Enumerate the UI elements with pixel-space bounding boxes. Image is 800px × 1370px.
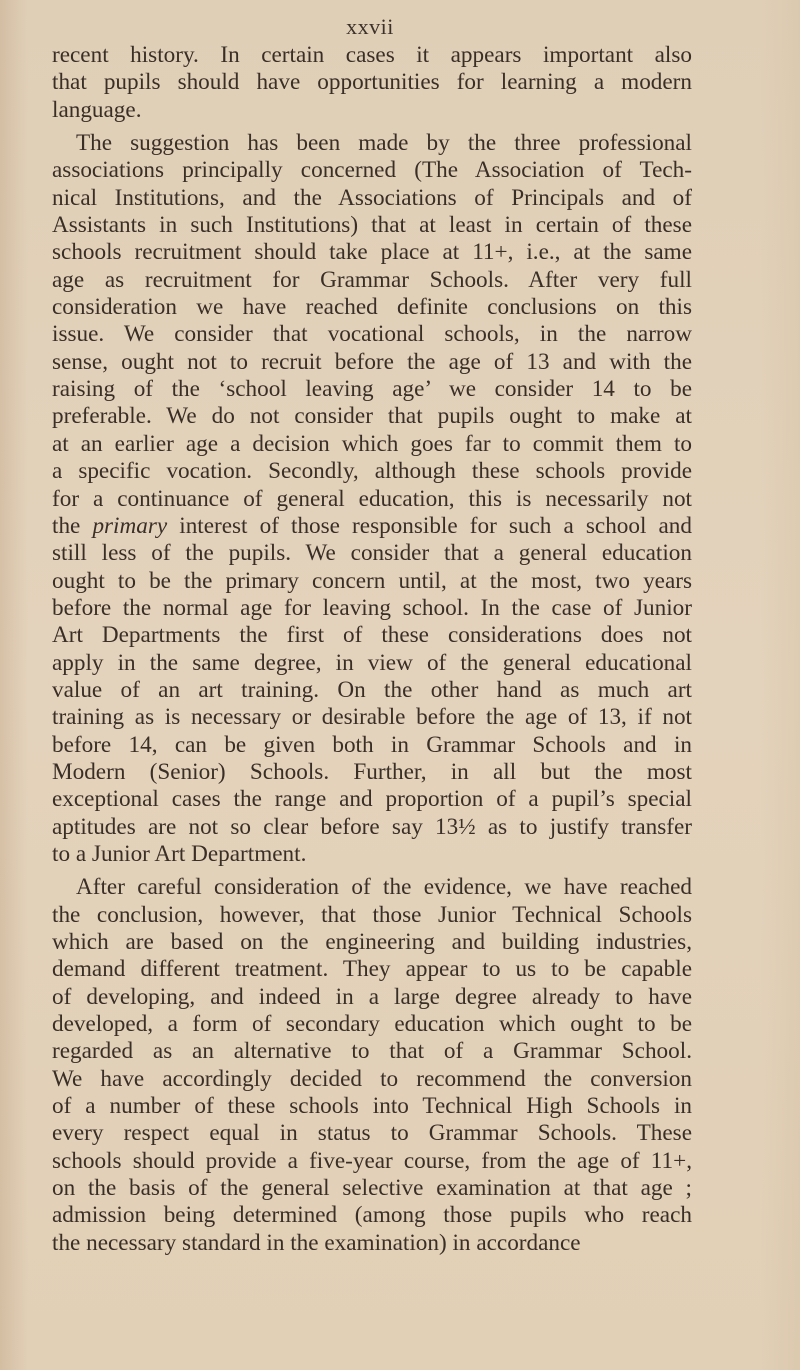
text-line: a specific vocation. Secondly, although these schools provide (52, 458, 692, 485)
text-line: raising of the ‘school leaving age’ we consider 14 to be (52, 376, 692, 403)
paragraph-technical-high-schools (52, 874, 692, 1257)
text-line: on the basis of the general selective examination at that age ; (52, 1175, 692, 1202)
text-line: aptitudes are not so clear before say 13½ as to justify transfer (52, 813, 692, 840)
text-line: the necessary standard in the examination) in accordance (52, 1229, 581, 1256)
text-line: of developing, and indeed in a large degree already to have (52, 983, 692, 1010)
text-line: Assistants in such Institutions) that at least in certain of these (52, 212, 692, 239)
text-line: still less of the pupils. We consider that a general education (52, 540, 692, 567)
text-line: exceptional cases the range and proportion of a pupil’s special (52, 786, 692, 813)
text-line: to a Junior Art Department. (52, 840, 307, 867)
paragraph-recent-history (52, 42, 692, 124)
text-line: preferable. We do not consider that pupils ought to make at (52, 403, 692, 430)
text-line: which are based on the engineering and building industries, (52, 929, 692, 955)
body-text (52, 42, 692, 1257)
text-line: The suggestion has been made by the three professional (76, 130, 692, 157)
text-line: schools should provide a five-year course, from the age of 11+, (52, 1147, 692, 1174)
text-line: before the normal age for leaving school. In the case of Junior (52, 594, 692, 621)
text-line: Art Departments the first of these considerations does not (52, 622, 692, 649)
text-line: every respect equal in status to Grammar Schools. These (52, 1120, 692, 1147)
page-number: xxvii (346, 14, 394, 39)
text-line: After careful consideration of the evidence, we have reached (76, 874, 692, 901)
text-line: ought to be the primary concern until, at the most, two years (52, 567, 692, 594)
text-line: that pupils should have opportunities for learning a modern (52, 69, 692, 96)
text-line: the conclusion, however, that those Junior Technical Schools (52, 901, 692, 928)
text-line: We have accordingly decided to recommend the conversion (52, 1065, 692, 1092)
text-line: regarded as an alternative to that of a Grammar School. (52, 1038, 692, 1065)
text-line: recent history. In certain cases it appears important also (52, 42, 692, 68)
text-line: of a number of these schools into Technical High Schools in (52, 1093, 692, 1120)
text-line: consideration we have reached definite conclusions on this (52, 294, 692, 321)
text-line: developed, a form of secondary education which ought to be (52, 1011, 692, 1038)
text-line: sense, ought not to recruit before the age of 13 and with the (52, 348, 692, 375)
text-line: apply in the same degree, in view of the general educational (52, 649, 692, 676)
text-line: schools recruitment should take place at 11+, i.e., at the same (52, 239, 692, 266)
text-line: demand different treatment. They appear to us to be capable (52, 956, 692, 983)
text-line: the primary interest of those responsible for such a school and (52, 512, 692, 539)
text-line: training as is necessary or desirable before the age of 13, if not (52, 704, 692, 731)
text-line: age as recruitment for Grammar Schools. After very full (52, 266, 692, 293)
text-line: associations principally concerned (The Association of Tech- (52, 157, 692, 184)
text-line: before 14, can be given both in Grammar Schools and in (52, 731, 692, 758)
text-line: nical Institutions, and the Associations of Principals and of (52, 184, 692, 211)
text-line: at an earlier age a decision which goes far to commit them to (52, 430, 692, 457)
text-line: value of an art training. On the other hand as much art (52, 676, 692, 703)
text-line: admission being determined (among those pupils who reach (52, 1202, 692, 1229)
text-line: language. (52, 96, 142, 123)
text-line: issue. We consider that vocational schools, in the narrow (52, 321, 692, 348)
paragraph-recruitment-age (52, 130, 692, 868)
text-line: for a continuance of general education, this is necessarily not (52, 485, 692, 512)
text-line: Modern (Senior) Schools. Further, in all but the most (52, 758, 692, 785)
